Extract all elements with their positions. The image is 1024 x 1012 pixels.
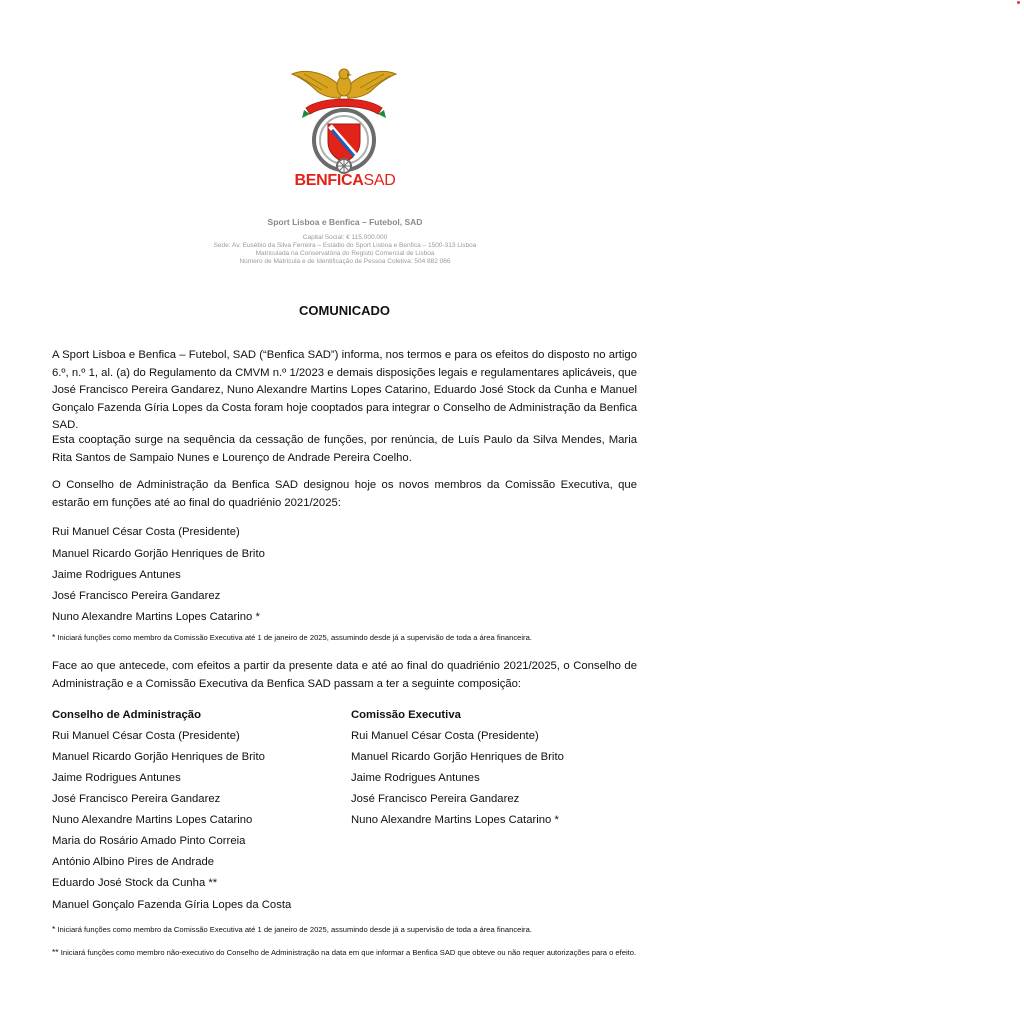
footnote-2 — [52, 923, 637, 936]
list-item: António Albino Pires de Andrade — [52, 856, 215, 868]
document-title: COMUNICADO — [299, 303, 390, 318]
list-item: José Francisco Pereira Gandarez — [52, 590, 221, 602]
list-item: Manuel Gonçalo Fazenda Gíria Lopes da Costa — [52, 899, 292, 911]
list-item: Manuel Ricardo Gorjão Henriques de Brito — [52, 548, 265, 560]
footnote-marker: ** — [52, 947, 59, 957]
footnote-text: Iniciará funções como membro não-executivo do Conselho de Administração na data em que informar a Benfica SAD que obteve ou não requer autorizações para o efeito. — [60, 948, 637, 957]
executive-title: Comissão Executiva — [351, 709, 461, 721]
brand-bold: BENFICA — [294, 172, 364, 189]
list-item: Maria do Rosário Amado Pinto Correia — [52, 835, 246, 847]
list-item: Nuno Alexandre Martins Lopes Catarino * — [52, 611, 260, 623]
paragraph-1: A Sport Lisboa e Benfica – Futebol, SAD (“Benfica SAD”) informa, nos termos e para os efeitos do disposto no artigo 6.º, n.º 1, al. (a) do Regulamento da CMVM n.º 1/2023 e demais disposições legais e regulamentares aplicáveis, que José Francisco Pereira Gandarez, Nuno Alexandre Martins Lopes Catarino, Eduardo José Stock da Cunha e Manuel Gonçalo Fazenda Gíria Lopes da Costa foram hoje cooptados para integrar o Conselho de Administração da Benfica SAD. — [52, 349, 637, 431]
footnote-text: Iniciará funções como membro da Comissão Executiva até 1 de janeiro de 2025, assumindo desde já a supervisão de toda a área financeira. — [57, 633, 532, 642]
registry-line: Sede: Av. Eusébio da Silva Ferreira – Estádio do Sport Lisboa e Benfica – 1500-313 Lisboa — [213, 242, 477, 249]
board-title: Conselho de Administração — [52, 709, 201, 721]
paragraph-4: Face ao que antecede, com efeitos a partir da presente data e até ao final do quadriénio 2021/2025, o Conselho de Administração e a Comissão Executiva da Benfica SAD passam a ter a seguinte composição: — [52, 660, 637, 690]
registry-line: Número de Matrícula e de Identificação de Pessoa Coletiva: 504 882 066 — [239, 258, 451, 265]
brand-wordmark — [290, 172, 400, 190]
footnote-3 — [52, 946, 637, 959]
registry-line: Matriculada na Conservatória do Registo Comercial de Lisboa — [255, 250, 435, 257]
page-marker-dot — [1017, 1, 1020, 4]
list-item: Rui Manuel César Costa (Presidente) — [52, 730, 240, 742]
footnote-1 — [52, 631, 637, 644]
list-item: José Francisco Pereira Gandarez — [52, 793, 221, 805]
footnote-text: Iniciará funções como membro da Comissão Executiva até 1 de janeiro de 2025, assumindo desde já a supervisão de toda a área financeira. — [57, 925, 532, 934]
list-item: Nuno Alexandre Martins Lopes Catarino — [52, 814, 253, 826]
list-item: Eduardo José Stock da Cunha ** — [52, 877, 218, 889]
paragraph-2: Esta cooptação surge na sequência da cessação de funções, por renúncia, de Luís Paulo da Silva Mendes, Maria Rita Santos de Sampaio Nunes e Lourenço de Andrade Pereira Coelho. — [52, 434, 637, 464]
list-item: Manuel Ricardo Gorjão Henriques de Brito — [351, 751, 564, 763]
footnote-marker: * — [52, 632, 56, 642]
footnote-marker: * — [52, 924, 56, 934]
registry-line: Capital Social: € 115.000.000 — [302, 234, 388, 241]
list-item: Jaime Rodrigues Antunes — [52, 772, 181, 784]
list-item: Rui Manuel César Costa (Presidente) — [351, 730, 539, 742]
company-name: Sport Lisboa e Benfica – Futebol, SAD — [267, 217, 423, 227]
list-item: Jaime Rodrigues Antunes — [52, 569, 181, 581]
list-item: José Francisco Pereira Gandarez — [351, 793, 520, 805]
brand-light: SAD — [363, 172, 396, 189]
list-item: Nuno Alexandre Martins Lopes Catarino * — [351, 814, 559, 826]
registry-info — [160, 234, 530, 266]
list-item: Rui Manuel César Costa (Presidente) — [52, 526, 240, 538]
list-item: Manuel Ricardo Gorjão Henriques de Brito — [52, 751, 265, 763]
list-item: Jaime Rodrigues Antunes — [351, 772, 480, 784]
paragraph-3: O Conselho de Administração da Benfica SAD designou hoje os novos membros da Comissão Executiva, que estarão em funções até ao final do quadriénio 2021/2025: — [52, 479, 637, 509]
